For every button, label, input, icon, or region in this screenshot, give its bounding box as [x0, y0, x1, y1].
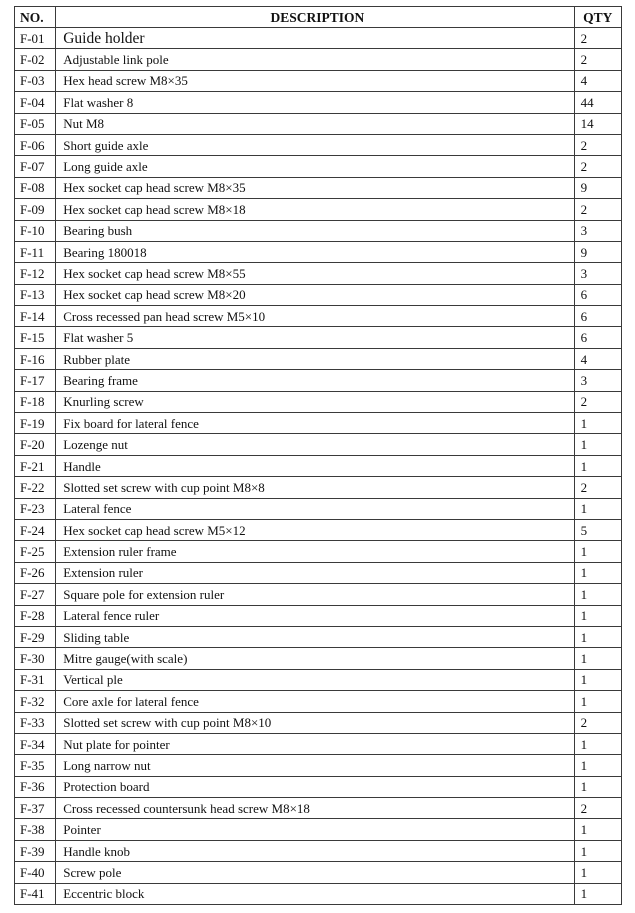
quantity-cell: 2	[574, 477, 621, 498]
quantity-cell: 2	[574, 28, 621, 49]
header-row	[15, 7, 622, 28]
quantity-cell: 1	[574, 434, 621, 455]
quantity-cell: 1	[574, 669, 621, 690]
description-cell: Core axle for lateral fence	[56, 691, 574, 712]
table-row	[15, 113, 622, 134]
table-row	[15, 434, 622, 455]
quantity-cell: 3	[574, 370, 621, 391]
description-cell: Bearing 180018	[56, 241, 574, 262]
part-number-cell: F-23	[15, 498, 56, 519]
table-row	[15, 862, 622, 883]
description-cell: Nut plate for pointer	[56, 733, 574, 754]
part-number-cell: F-10	[15, 220, 56, 241]
description-cell: Guide holder	[56, 28, 574, 49]
quantity-cell: 6	[574, 284, 621, 305]
description-cell: Long guide axle	[56, 156, 574, 177]
table-row	[15, 776, 622, 797]
part-number-cell: F-31	[15, 669, 56, 690]
quantity-cell: 1	[574, 691, 621, 712]
quantity-cell: 3	[574, 263, 621, 284]
table-row	[15, 177, 622, 198]
part-number-cell: F-03	[15, 70, 56, 91]
part-number-cell: F-11	[15, 241, 56, 262]
part-number-cell: F-25	[15, 541, 56, 562]
quantity-cell: 1	[574, 584, 621, 605]
part-number-cell: F-37	[15, 798, 56, 819]
description-cell: Cross recessed countersunk head screw M8×18	[56, 798, 574, 819]
quantity-cell: 1	[574, 455, 621, 476]
quantity-cell: 2	[574, 49, 621, 70]
part-number-cell: F-32	[15, 691, 56, 712]
quantity-cell: 2	[574, 156, 621, 177]
description-cell: Rubber plate	[56, 348, 574, 369]
part-number-cell: F-06	[15, 134, 56, 155]
table-row	[15, 49, 622, 70]
quantity-cell: 1	[574, 498, 621, 519]
quantity-cell: 1	[574, 562, 621, 583]
table-row	[15, 391, 622, 412]
quantity-cell: 1	[574, 755, 621, 776]
part-number-cell: F-22	[15, 477, 56, 498]
part-number-cell: F-41	[15, 883, 56, 904]
part-number-cell: F-34	[15, 733, 56, 754]
description-cell: Handle	[56, 455, 574, 476]
part-number-cell: F-29	[15, 626, 56, 647]
quantity-cell: 2	[574, 134, 621, 155]
parts-list-table	[14, 6, 622, 905]
quantity-cell: 1	[574, 883, 621, 904]
table-row	[15, 840, 622, 861]
header-no: NO.	[15, 7, 56, 28]
description-cell: Hex socket cap head screw M5×12	[56, 519, 574, 540]
table-row	[15, 669, 622, 690]
part-number-cell: F-35	[15, 755, 56, 776]
part-number-cell: F-26	[15, 562, 56, 583]
table-row	[15, 70, 622, 91]
description-cell: Fix board for lateral fence	[56, 413, 574, 434]
description-cell: Mitre gauge(with scale)	[56, 648, 574, 669]
part-number-cell: F-38	[15, 819, 56, 840]
table-row	[15, 156, 622, 177]
part-number-cell: F-07	[15, 156, 56, 177]
quantity-cell: 9	[574, 241, 621, 262]
table-row	[15, 413, 622, 434]
table-body	[15, 28, 622, 905]
description-cell: Protection board	[56, 776, 574, 797]
quantity-cell: 6	[574, 327, 621, 348]
quantity-cell: 1	[574, 733, 621, 754]
description-cell: Vertical ple	[56, 669, 574, 690]
description-cell: Slotted set screw with cup point M8×10	[56, 712, 574, 733]
part-number-cell: F-04	[15, 92, 56, 113]
table-row	[15, 455, 622, 476]
description-cell: Hex socket cap head screw M8×20	[56, 284, 574, 305]
quantity-cell: 1	[574, 648, 621, 669]
table-header	[15, 7, 622, 28]
description-cell: Extension ruler	[56, 562, 574, 583]
description-cell: Nut M8	[56, 113, 574, 134]
part-number-cell: F-12	[15, 263, 56, 284]
table-row	[15, 370, 622, 391]
part-number-cell: F-33	[15, 712, 56, 733]
description-cell: Flat washer 8	[56, 92, 574, 113]
part-number-cell: F-40	[15, 862, 56, 883]
quantity-cell: 1	[574, 840, 621, 861]
part-number-cell: F-27	[15, 584, 56, 605]
description-cell: Eccentric block	[56, 883, 574, 904]
description-cell: Lateral fence ruler	[56, 605, 574, 626]
description-cell: Hex socket cap head screw M8×35	[56, 177, 574, 198]
part-number-cell: F-15	[15, 327, 56, 348]
description-cell: Cross recessed pan head screw M5×10	[56, 306, 574, 327]
table-row	[15, 562, 622, 583]
header-qty: QTY	[574, 7, 621, 28]
description-cell: Hex head screw M8×35	[56, 70, 574, 91]
quantity-cell: 1	[574, 776, 621, 797]
part-number-cell: F-17	[15, 370, 56, 391]
quantity-cell: 4	[574, 70, 621, 91]
quantity-cell: 2	[574, 798, 621, 819]
table-row	[15, 220, 622, 241]
quantity-cell: 1	[574, 413, 621, 434]
quantity-cell: 2	[574, 712, 621, 733]
table-row	[15, 92, 622, 113]
quantity-cell: 14	[574, 113, 621, 134]
description-cell: Short guide axle	[56, 134, 574, 155]
part-number-cell: F-36	[15, 776, 56, 797]
table-row	[15, 541, 622, 562]
table-row	[15, 648, 622, 669]
part-number-cell: F-39	[15, 840, 56, 861]
table-row	[15, 819, 622, 840]
description-cell: Bearing frame	[56, 370, 574, 391]
description-cell: Lozenge nut	[56, 434, 574, 455]
part-number-cell: F-28	[15, 605, 56, 626]
table-row	[15, 284, 622, 305]
description-cell: Pointer	[56, 819, 574, 840]
description-cell: Long narrow nut	[56, 755, 574, 776]
description-cell: Lateral fence	[56, 498, 574, 519]
description-cell: Sliding table	[56, 626, 574, 647]
part-number-cell: F-20	[15, 434, 56, 455]
part-number-cell: F-18	[15, 391, 56, 412]
table-row	[15, 584, 622, 605]
table-row	[15, 241, 622, 262]
quantity-cell: 1	[574, 541, 621, 562]
table-row	[15, 28, 622, 49]
quantity-cell: 9	[574, 177, 621, 198]
part-number-cell: F-13	[15, 284, 56, 305]
part-number-cell: F-24	[15, 519, 56, 540]
table-row	[15, 691, 622, 712]
table-row	[15, 134, 622, 155]
part-number-cell: F-08	[15, 177, 56, 198]
table-row	[15, 498, 622, 519]
table-row	[15, 263, 622, 284]
description-cell: Adjustable link pole	[56, 49, 574, 70]
quantity-cell: 1	[574, 626, 621, 647]
part-number-cell: F-16	[15, 348, 56, 369]
quantity-cell: 1	[574, 605, 621, 626]
part-number-cell: F-21	[15, 455, 56, 476]
part-number-cell: F-30	[15, 648, 56, 669]
description-cell: Square pole for extension ruler	[56, 584, 574, 605]
table-row	[15, 883, 622, 904]
part-number-cell: F-19	[15, 413, 56, 434]
description-cell: Handle knob	[56, 840, 574, 861]
quantity-cell: 2	[574, 391, 621, 412]
quantity-cell: 44	[574, 92, 621, 113]
part-number-cell: F-02	[15, 49, 56, 70]
table-row	[15, 798, 622, 819]
table-row	[15, 519, 622, 540]
quantity-cell: 5	[574, 519, 621, 540]
description-cell: Extension ruler frame	[56, 541, 574, 562]
description-cell: Bearing bush	[56, 220, 574, 241]
quantity-cell: 6	[574, 306, 621, 327]
part-number-cell: F-09	[15, 199, 56, 220]
table-row	[15, 199, 622, 220]
table-row	[15, 712, 622, 733]
part-number-cell: F-14	[15, 306, 56, 327]
quantity-cell: 1	[574, 819, 621, 840]
table-row	[15, 605, 622, 626]
description-cell: Hex socket cap head screw M8×18	[56, 199, 574, 220]
quantity-cell: 4	[574, 348, 621, 369]
quantity-cell: 1	[574, 862, 621, 883]
table-row	[15, 477, 622, 498]
description-cell: Screw pole	[56, 862, 574, 883]
description-cell: Flat washer 5	[56, 327, 574, 348]
quantity-cell: 2	[574, 199, 621, 220]
table-row	[15, 327, 622, 348]
table-row	[15, 626, 622, 647]
part-number-cell: F-01	[15, 28, 56, 49]
table-row	[15, 306, 622, 327]
description-cell: Slotted set screw with cup point M8×8	[56, 477, 574, 498]
description-cell: Knurling screw	[56, 391, 574, 412]
table-row	[15, 348, 622, 369]
part-number-cell: F-05	[15, 113, 56, 134]
header-description: DESCRIPTION	[56, 7, 574, 28]
description-cell: Hex socket cap head screw M8×55	[56, 263, 574, 284]
quantity-cell: 3	[574, 220, 621, 241]
table-row	[15, 733, 622, 754]
table-row	[15, 755, 622, 776]
